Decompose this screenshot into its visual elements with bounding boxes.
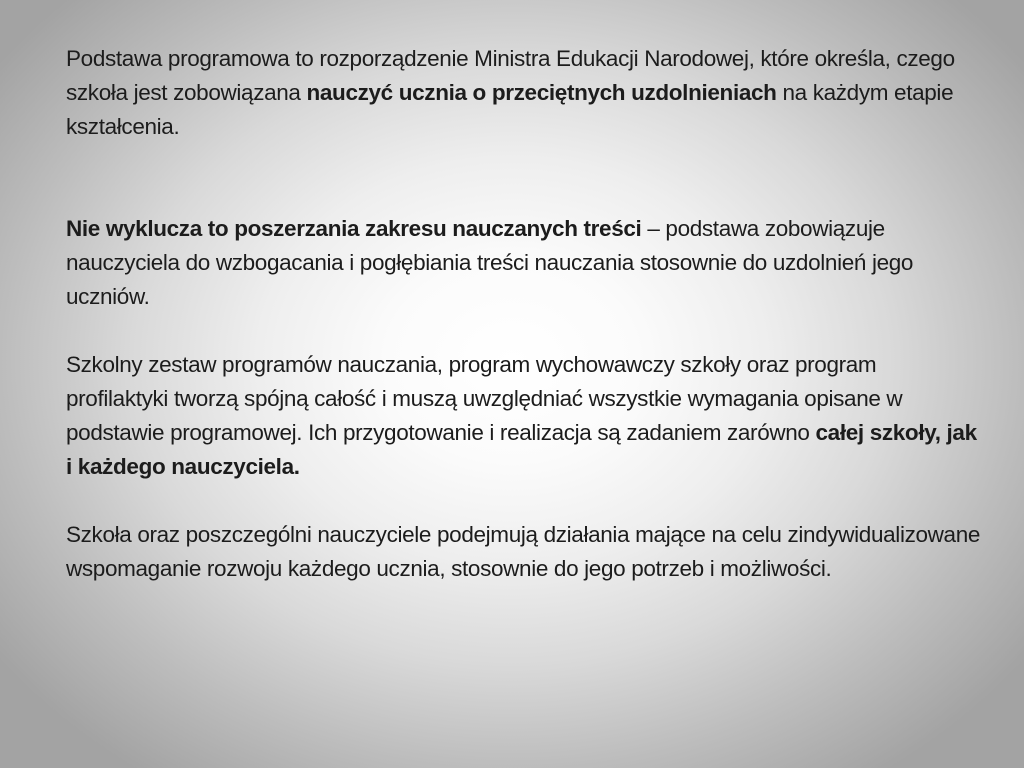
paragraph-text: Szkolny zestaw programów nauczania, program wychowawczy szkoły oraz program profilaktyki tworzą spójną całość i muszą uwzględniać wszystkie wymagania opisane w podstawie programowej. Ich przygotowanie i realizacja są zadaniem zarówno [66,352,903,445]
paragraph-text: – podstawa zobowiązuje nauczyciela do wzbogacania i pogłębiania treści nauczania stosownie do uzdolnień jego uczniów. [66,216,914,309]
spacer [66,484,981,518]
slide-body [66,42,981,586]
spacer [66,314,981,348]
paragraph-extending-content [66,212,981,314]
paragraph-school-programs [66,348,981,484]
spacer [66,144,981,212]
paragraph-text: Szkoła oraz poszczególni nauczyciele podejmują działania mające na celu zindywidualizowane wspomaganie rozwoju każdego ucznia, stosownie do jego potrzeb i możliwości. [66,522,981,581]
paragraph-text: na każdym etapie kształcenia. [66,80,954,139]
paragraph-emphasis: Nie wyklucza to poszerzania zakresu nauczanych treści [66,216,642,241]
paragraph-text: Podstawa programowa to rozporządzenie Ministra Edukacji Narodowej, które określa, czego szkoła jest zobowiązana [66,46,955,105]
paragraph-emphasis: nauczyć ucznia o przeciętnych uzdolnieniach [306,80,777,105]
paragraph-individual-support [66,518,981,586]
paragraph-emphasis: całej szkoły, jak i każdego nauczyciela. [66,420,977,479]
paragraph-core-curriculum [66,42,981,144]
